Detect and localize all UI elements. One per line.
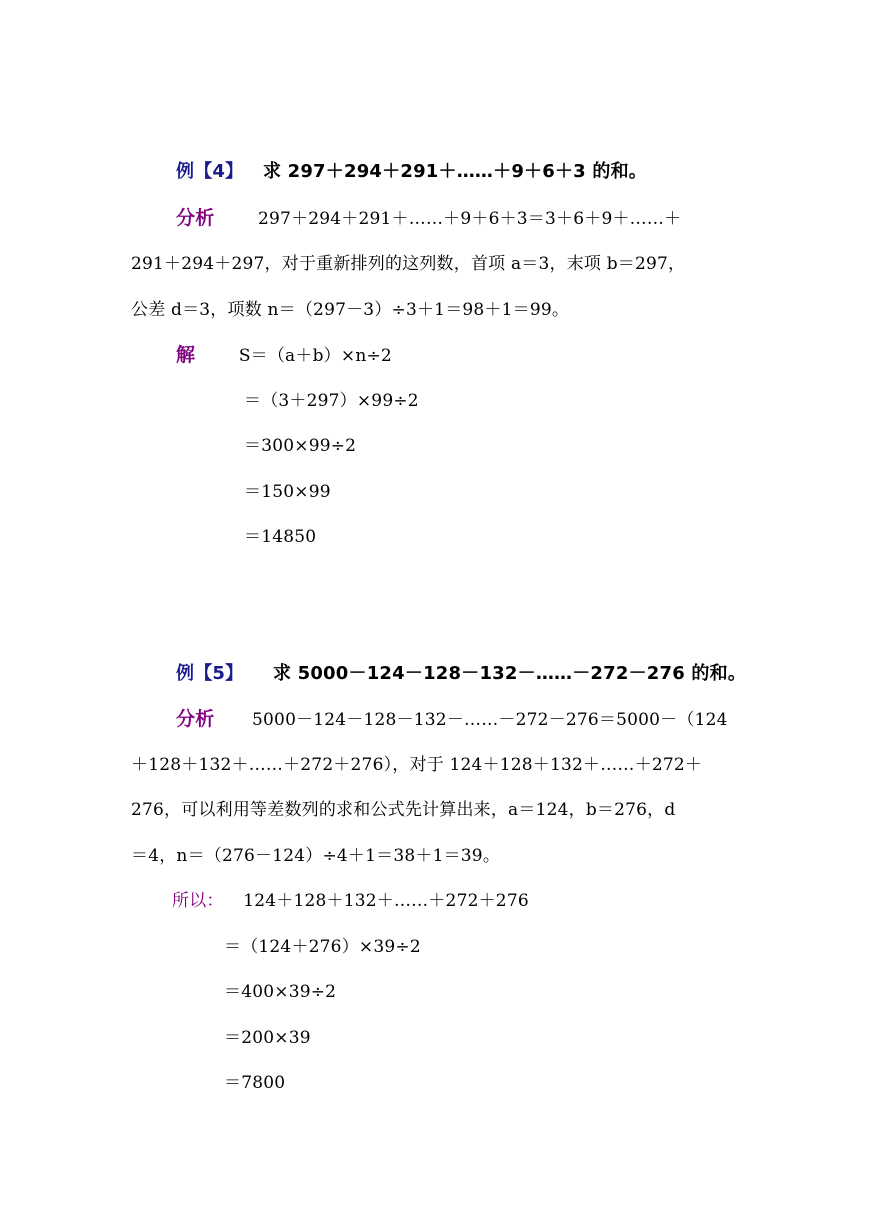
example-4-analysis-line: 公差 d＝3，项数 n＝（297－3）÷3＋1＝98＋1＝99。: [131, 300, 570, 320]
example-4-solution-tag: 解: [176, 344, 196, 366]
example-5-analysis-line: 5000－124－128－132－……－272－276＝5000－（124: [252, 710, 728, 730]
example-4-solution-line: S＝（a＋b）×n÷2: [238, 346, 392, 366]
example-4-solution-line: ＝14850: [244, 527, 317, 547]
example-4-analysis-line: 297＋294＋291＋……＋9＋6＋3＝3＋6＋9＋……＋: [258, 209, 682, 229]
example-5-question: 求 5000－124－128－132－……－272－276 的和。: [272, 663, 747, 684]
example-5-heading: [176, 662, 746, 686]
example-4-heading: [176, 160, 647, 184]
example-4-solution-line: ＝150×99: [244, 482, 331, 502]
example-5-solution-tag: 所以：: [172, 891, 224, 911]
example-4-analysis-tag: 分析: [176, 207, 215, 229]
example-4-label: 例【4】: [176, 161, 244, 182]
example-5-analysis-line: 276，可以利用等差数列的求和公式先计算出来，a＝124，b＝276，d: [131, 800, 676, 820]
example-4-analysis-row-1: [176, 206, 681, 231]
example-4-question: 求 297＋294＋291＋……＋9＋6＋3 的和。: [262, 161, 647, 182]
example-5-solution-line: ＝7800: [224, 1073, 286, 1093]
example-5-solution-line: ＝200×39: [224, 1028, 311, 1048]
example-5-label: 例【5】: [176, 663, 244, 684]
example-4-solution-line: ＝300×99÷2: [244, 436, 357, 456]
example-5-analysis-tag: 分析: [176, 708, 215, 730]
example-5-solution-row-1: [172, 889, 529, 913]
example-4-solution-row-1: [176, 343, 392, 368]
example-5-solution-line: ＝（124＋276）×39÷2: [224, 937, 421, 957]
example-5-solution-line: ＝400×39÷2: [224, 982, 337, 1002]
example-5-solution-line: 124＋128＋132＋……＋272＋276: [243, 891, 529, 911]
example-5-analysis-row-1: [176, 707, 728, 732]
example-4-solution-line: ＝（3＋297）×99÷2: [244, 391, 419, 411]
example-5-analysis-line: ＝4，n＝（276－124）÷4＋1＝38＋1＝39。: [131, 846, 501, 866]
example-5-analysis-line: ＋128＋132＋……＋272＋276），对于 124＋128＋132＋……＋272＋: [131, 755, 703, 775]
example-4-analysis-line: 291＋294＋297，对于重新排列的这列数，首项 a＝3，末项 b＝297，: [131, 254, 686, 274]
